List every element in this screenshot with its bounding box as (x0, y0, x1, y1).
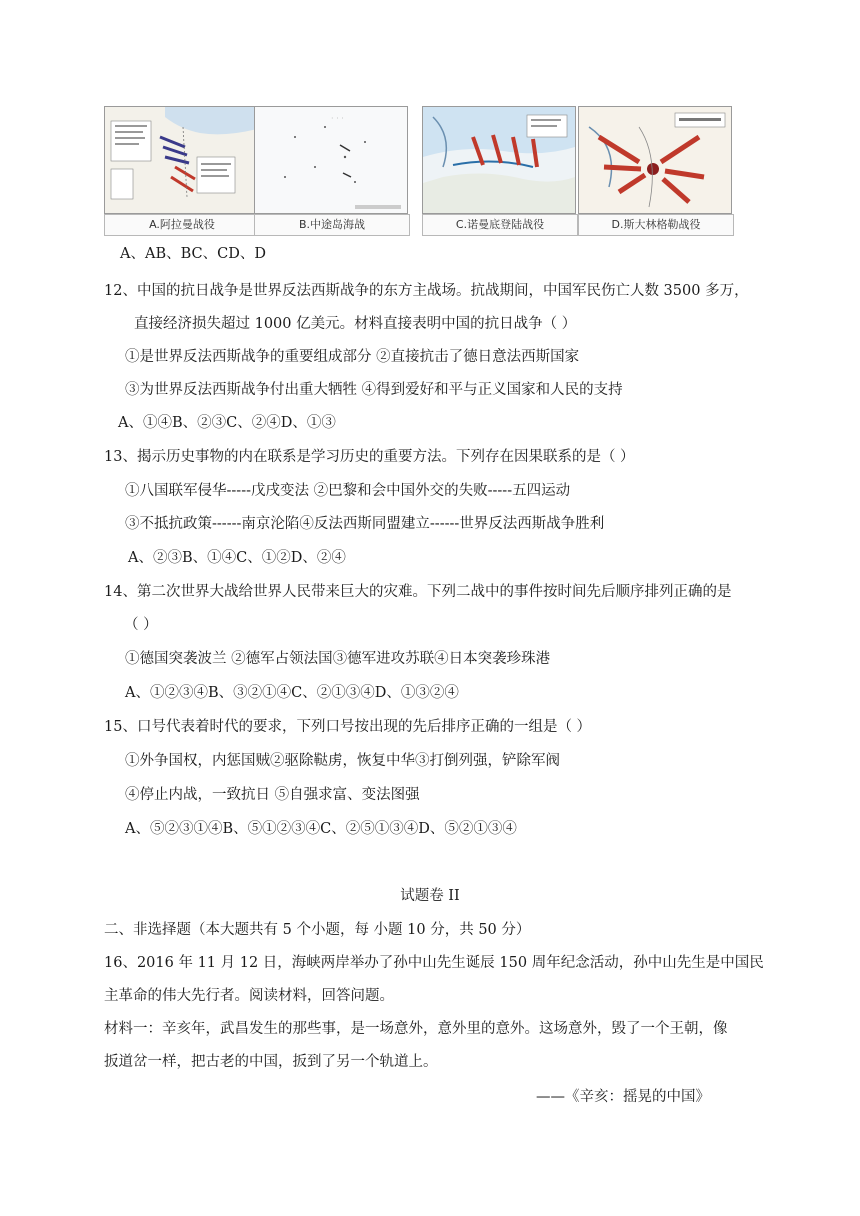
q16-stem-line2: 主革命的伟大先行者。阅读材料，回答问题。 (104, 988, 394, 1004)
q16-material-line1: 材料一：辛亥年，武昌发生的那些事，是一场意外，意外里的意外。这场意外，毁了一个王朝，像 (104, 1021, 728, 1037)
q14-stem-line2: （ ） (124, 617, 158, 633)
q15-stem: 15、口号代表着时代的要求，下列口号按出现的先后排序正确的一组是（ ） (104, 719, 592, 735)
map-caption-a: A.阿拉曼战役 (104, 214, 260, 236)
map-normandy-image (422, 106, 576, 214)
q12-stem-line2: 直接经济损失超过 1000 亿美元。材料直接表明中国的抗日战争（ ） (134, 316, 577, 332)
q13-item-line2: ③不抵抗政策------南京沦陷④反法西斯同盟建立------世界反法西斯战争胜利 (125, 516, 605, 532)
section-title: 试题卷 II (400, 888, 460, 904)
q15-item-line2: ④停止内战，一致抗日 ⑤自强求富、变法图强 (125, 787, 420, 803)
map-midway (254, 106, 408, 236)
map-alamein-image (104, 106, 258, 214)
map-normandy (422, 106, 576, 236)
map-stalingrad-image (578, 106, 732, 214)
q13-options: A、②③B、①④C、①②D、②④ (128, 550, 346, 566)
map-stalingrad (578, 106, 732, 236)
q13-stem: 13、揭示历史事物的内在联系是学习历史的重要方法。下列存在因果联系的是（ ） (104, 449, 635, 465)
q15-options: A、⑤②③①④B、⑤①②③④C、②⑤①③④D、⑤②①③④ (125, 821, 517, 837)
svg-text:· · ·: · · · (331, 114, 344, 123)
q14-options: A、①②③④B、③②①④C、②①③④D、①③②④ (125, 685, 459, 701)
q12-options: A、①④B、②③C、②④D、①③ (118, 415, 336, 431)
q11-options: A、AB、BC、CD、D (120, 246, 266, 262)
q16-material-line2: 扳道岔一样，把古老的中国，扳到了另一个轨道上。 (104, 1054, 438, 1070)
q15-item-line1: ①外争国权，内惩国贼②驱除鞑虏，恢复中华③打倒列强，铲除军阀 (125, 753, 560, 769)
q12-item-line2: ③为世界反法西斯战争付出重大牺牲 ④得到爱好和平与正义国家和人民的支持 (125, 382, 623, 398)
section-heading: 二、非选择题（本大题共有 5 个小题，每 小题 10 分，共 50 分） (104, 922, 531, 938)
q16-source: ——《辛亥：摇晃的中国》 (536, 1089, 710, 1105)
q12-item-line1: ①是世界反法西斯战争的重要组成部分 ②直接抗击了德日意法西斯国家 (125, 349, 580, 365)
q14-item-line1: ①德国突袭波兰 ②德军占领法国③德军进攻苏联④日本突袭珍珠港 (125, 651, 551, 667)
map-caption-c: C.诺曼底登陆战役 (422, 214, 578, 236)
map-alamein (104, 106, 258, 236)
q16-stem-line1: 16、2016 年 11 月 12 日，海峡两岸举办了孙中山先生诞辰 150 周年纪念活动，孙中山先生是中国民 (104, 955, 764, 971)
q13-item-line1: ①八国联军侵华-----戊戌变法 ②巴黎和会中国外交的失败-----五四运动 (125, 483, 571, 499)
q12-stem-line1: 12、中国的抗日战争是世界反法西斯战争的东方主战场。抗战期间，中国军民伤亡人数 3500 多万， (104, 283, 749, 299)
q14-stem-line1: 14、第二次世界大战给世界人民带来巨大的灾难。下列二战中的事件按时间先后顺序排列正确的是 (104, 584, 732, 600)
map-midway-image (254, 106, 408, 214)
map-caption-d: D.斯大林格勒战役 (578, 214, 734, 236)
battle-maps-row (104, 106, 706, 236)
map-caption-b: B.中途岛海战 (254, 214, 410, 236)
